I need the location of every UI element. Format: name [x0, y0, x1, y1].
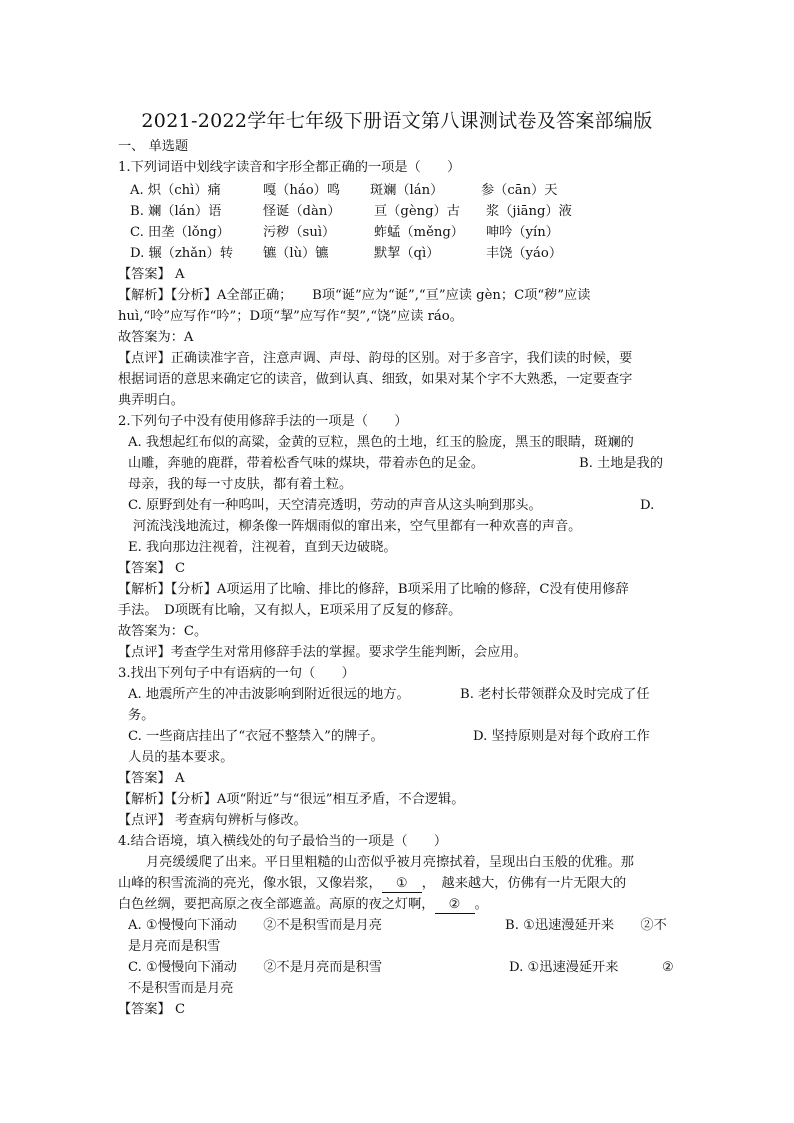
q4-passage-line3 [118, 894, 488, 915]
q3-option-d-line2: 人员的基本要求。 [128, 750, 234, 765]
q1-comment-line2: 根据词语的意思来确定它的读音，做到认真、细致，如果对某个字不大熟悉，一定要查字 [118, 372, 633, 387]
q3-stem: 3.找出下列句子中有语病的一句（ ） [118, 666, 355, 681]
q1-option-a4: 参（cān）天 [481, 183, 558, 198]
q2-analysis-line1: 【解析】【分析】A项运用了比喻、排比的修辞，B项采用了比喻的修辞，C没有使用修辞 [118, 582, 629, 597]
q1-option-b2: 怪诞（dàn） [263, 204, 341, 219]
q4-option-d-marker: ② [662, 960, 674, 975]
q4-stem: 4.结合语境，填入横线处的句子最恰当的一项是（ ） [118, 834, 448, 849]
q3-comment: 【点评】 考查病句辨析与修改。 [118, 813, 307, 828]
q4-option-b-line1: B. ①迅速漫延开来 ②不 [505, 918, 667, 933]
q4-passage-line2 [118, 873, 626, 894]
q2-option-a-line1: A. 我想起红布似的高粱，金黄的豆粒，黑色的土地，红玉的脸庞，黑玉的眼睛，斑斓的 [128, 435, 634, 450]
q1-option-a2: 嘎（háo）鸣 [263, 183, 341, 198]
q3-analysis: 【解析】【分析】A项“附近”与“很远”相互矛盾，不合逻辑。 [118, 792, 465, 807]
q4-option-d-line2: 不是积雪而是月亮 [128, 981, 234, 996]
q2-answer: 【答案】 C [118, 561, 186, 576]
q4-passage-line2-rest: ， 越来越大，仿佛有一片无限大的 [421, 876, 627, 891]
q1-option-c4: 呻吟（yín） [486, 225, 559, 240]
q4-passage-line3-text: 白色丝绸，要把高原之夜全部遮盖。高原的夜之灯啊， [118, 897, 435, 912]
q4-blank-1: ① [382, 876, 422, 893]
q1-option-d4: 丰饶（yáo） [486, 246, 563, 261]
q2-option-b-line2: 母亲，我的每一寸皮肤，都有着土粒。 [128, 477, 353, 492]
q2-option-d-start: D. [640, 498, 655, 513]
q2-analysis-line2: 手法。 D项既有比喻，又有拟人，E项采用了反复的修辞。 [118, 603, 462, 618]
q4-passage-line1: 月亮缓缓爬了出来。平日里粗糙的山峦似乎被月亮擦拭着，呈现出白玉般的优雅。那 [146, 855, 634, 870]
q4-passage-line3-end: 。 [474, 897, 488, 912]
q2-stem: 2.下列句子中没有使用修辞手法的一项是（ ） [118, 414, 408, 429]
q3-option-d-line1: D. 坚持原则是对每个政府工作 [473, 729, 650, 744]
q4-option-d-line1: D. ①迅速漫延开来 [509, 960, 619, 975]
q1-option-a3: 斑斓（lán） [370, 183, 444, 198]
q1-option-a1: A. 炽（chì）痛 [130, 183, 221, 198]
q1-answer: 【答案】 A [118, 267, 185, 282]
q2-option-d-line2: 河流浅浅地流过，柳条像一阵烟雨似的窜出来，空气里都有一种欢喜的声音。 [133, 519, 582, 534]
q2-option-c: C. 原野到处有一种呜叫，天空清亮透明，劳动的声音从这头响到那头。 [128, 498, 542, 513]
q1-option-d1: D. 辗（zhǎn）转 [130, 246, 234, 261]
q1-option-c2: 污秽（suì） [263, 225, 336, 240]
q1-option-c3: 蚱蜢（měng） [374, 225, 464, 240]
q1-comment-line3: 典弄明白。 [118, 393, 184, 408]
q1-option-c1: C. 田垄（lǒng） [130, 225, 230, 240]
q1-option-b4: 浆（jiāng）液 [486, 204, 572, 219]
q2-option-b-start: B. 土地是我的 [579, 456, 664, 471]
q3-option-a: A. 地震所产生的冲击波影响到附近很远的地方。 [128, 687, 410, 702]
q1-comment-line1: 【点评】正确读准字音，注意声调、声母、韵母的区别。对于多音字，我们读的时候，要 [118, 351, 633, 366]
q1-option-d2: 镳（lù）镳 [263, 246, 329, 261]
q1-analysis-line2: huì,“呤”应写作“吟”；D项“挈”应写作“契”,“饶”应读 ráo。 [118, 309, 463, 324]
q3-option-b-line1: B. 老村长带领群众及时完成了任 [460, 687, 650, 702]
page-title: 2021-2022学年七年级下册语文第八课测试卷及答案部编版 [141, 110, 653, 132]
section-heading: 一、 单选题 [118, 139, 189, 154]
q1-conclusion: 故答案为：A [118, 330, 194, 345]
q1-option-b3: 亘（gèng）古 [374, 204, 460, 219]
q4-passage-line2-text: 山峰的积雪流淌的亮光，像水银，又像岩浆， [118, 876, 382, 891]
q1-option-b1: B. 斓（lán）语 [130, 204, 222, 219]
q4-answer: 【答案】 C [118, 1002, 186, 1017]
q3-option-b-line2: 务。 [128, 708, 155, 723]
q1-analysis-line1: 【解析】【分析】A全部正确； B项“诞”应为“诞”,“亘”应读 gèn；C项“秽”应读 [118, 288, 591, 303]
q1-stem: 1.下列词语中划线字读音和字形全都正确的一项是（ ） [118, 160, 461, 175]
q4-option-c: C. ①慢慢向下涌动 ②不是月亮而是积雪 [128, 960, 383, 975]
q2-option-e: E. 我向那边注视着，注视着，直到天边破晓。 [128, 540, 397, 555]
q4-option-b-line2: 是月亮而是积雪 [128, 939, 221, 954]
q3-answer: 【答案】 A [118, 771, 185, 786]
q4-blank-2: ② [435, 897, 475, 914]
q2-option-a-line2: 山雕，奔驰的鹿群，带着松香气味的煤块，带着赤色的足金。 [128, 456, 485, 471]
q4-option-a: A. ①慢慢向下涌动 ②不是积雪而是月亮 [128, 918, 382, 933]
q3-option-c: C. 一些商店挂出了“衣冠不整禁入”的牌子。 [128, 729, 384, 744]
q2-comment: 【点评】考查学生对常用修辞手法的掌握。要求学生能判断，会应用。 [118, 645, 527, 660]
q2-conclusion: 故答案为：C。 [118, 624, 208, 639]
q1-option-d3: 默挈（qì） [374, 246, 440, 261]
